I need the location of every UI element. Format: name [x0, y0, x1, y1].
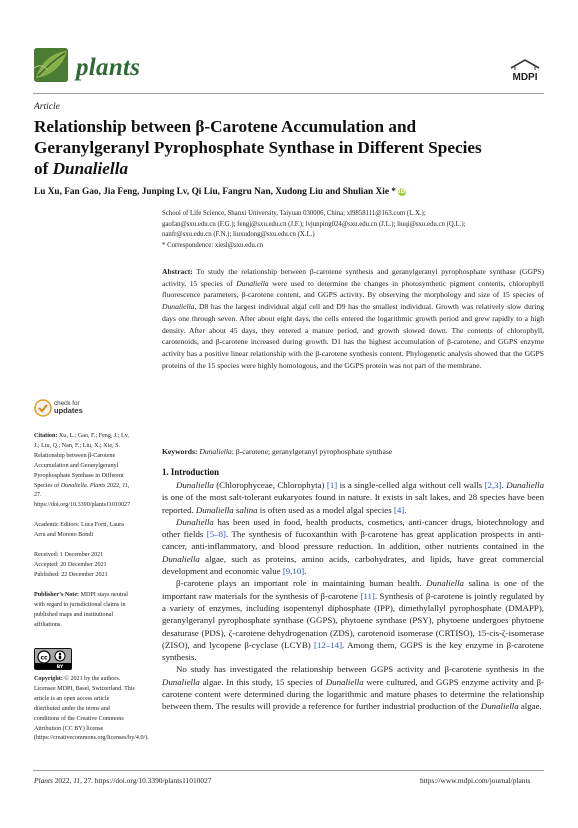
footer-doi[interactable]: , 27. https://doi.org/10.3390/plants11010027: [80, 776, 212, 785]
footer-journal: Plants: [34, 776, 53, 785]
body-text: .: [501, 480, 507, 490]
reference-link[interactable]: [5–8]: [206, 529, 226, 540]
orcid-icon[interactable]: iD: [398, 188, 406, 195]
footer-journal-url[interactable]: https://www.mdpi.com/journal/plants: [420, 776, 531, 785]
citation-genus: Dunaliella: [60, 482, 87, 489]
by-text: BY: [56, 665, 64, 669]
header-divider: [33, 93, 544, 94]
body-text: . Synthesis of β-carotene is jointly regulated by a variety of enzymes, including isopentenyl diphosphate (IPP), dimethylallyl pyrophosphate (DMAPP), geranylgeranyl pyrophosphate synthase (GGPS), phytoene synthase (PSY), phytoene undergoes phytoene desaturase (PDS), ζ-carotene dehydrogenation (ZDS), carotenoid isomerase (CRTISO), 15-cis-ζ-isomerase (ZISO), and lycopene β-cyclase (LCYB): [162, 590, 544, 650]
abstract: [162, 266, 544, 371]
genus-name: Dunaliella salina: [195, 504, 258, 515]
body-text: algae. In this study, 15 species of: [199, 676, 326, 687]
publisher-note-text: MDPI stays neutral with regard to jurisdictional claims in published maps and institutional affiliations.: [34, 592, 128, 628]
citation-journal: Plants: [89, 482, 106, 489]
body-text: algae.: [518, 701, 542, 712]
citation-doi[interactable]: , 27. https://doi.org/10.3390/plants11010027: [34, 482, 131, 509]
accepted-date: Accepted: 20 December 2021: [34, 561, 107, 568]
keywords: [162, 446, 544, 457]
body-text: . Among them, GGPS is the key enzyme in β-carotene synthesis.: [162, 639, 544, 663]
intro-paragraph: [162, 663, 544, 712]
body-text: salina is one of the important raw materials for the synthesis of β-carotene: [162, 578, 544, 601]
published-date: Published: 22 December 2021: [34, 571, 108, 578]
affiliation-line: nanfr@sxu.edu.cn (F.N.); liuxudong@sxu.edu.cn (X.L.): [162, 231, 315, 239]
reference-link[interactable]: [9,10]: [282, 566, 305, 577]
body-text: . The synthesis of fucoxanthin with β-carotene has great application prospects in anti-cancer, anti-inflammatory, and blood pressure reduction. In addition, other nutrients contained in the: [162, 529, 544, 552]
abstract-genus: Dunaliella: [162, 302, 195, 312]
body-text: were cultured, and GGPS enzyme activity and β-carotene content were determined during the logarithmic and mature phases to determine the relationship between them. The results will provide a reference for further industrial production of the: [162, 676, 545, 712]
correspondence-line: * Correspondence: xiesl@sxu.edu.cn: [162, 242, 264, 250]
dates-block: [34, 551, 136, 581]
reference-link[interactable]: [12–14]: [314, 639, 343, 650]
genus-name: Dunaliella: [162, 676, 200, 687]
abstract-text: , D8 has the largest individual algal cell and D9 has the smallest individual. Growth was relatively slow during days one through seven. After about eight days, the cells entered the logarithmic growth period and grew rapidly to a high density. After about 45 days, they entered a mature period, and growth slowed down. The contents of chlorophyll, carotenoids, and β-carotene increased during growth. D1 has the highest accumulation of β-carotene, and GGPS enzyme activity has a positive linear relationship with the β-carotene synthesis content. Phylogenetic analysis showed that the GGPS proteins of the 15 species were highly homologous, and the GGPS protein was not part of the membrane.: [162, 302, 544, 370]
keywords-label: Keywords:: [162, 447, 198, 456]
affiliation-block: [162, 209, 542, 252]
body-text: .: [304, 566, 307, 577]
body-text: algae, such as proteins, amino acids, carbohydrates, and lipids, have great commercial development and economic value: [162, 553, 544, 577]
keywords-text: ; β-carotene; geranylgeranyl pyrophosphate synthase: [231, 447, 393, 456]
received-date: Received: 1 December 2021: [34, 552, 104, 558]
reference-link[interactable]: [1]: [326, 480, 338, 490]
genus-name: Dunaliella: [480, 701, 519, 712]
check-for-updates-icon[interactable]: [34, 399, 52, 417]
copyright-text: © 2021 by the authors. Licensee MDPI, Basel, Switzerland. This article is an open access article distributed under the terms and conditions of the Creative Commons Attribution (CC BY) license (https://creativecommons.org/licenses/by/4.0/).: [34, 676, 149, 742]
publisher-note-label: Publisher’s Note:: [34, 592, 80, 598]
article-title: [34, 116, 534, 179]
title-line-2: Geranylgeranyl Pyrophosphate Synthase in Different Species: [34, 138, 482, 157]
genus-name: Dunaliella: [176, 516, 214, 527]
abstract-genus: Dunaliella: [236, 278, 269, 288]
keyword-genus: Dunaliella: [199, 447, 232, 456]
title-line-1: Relationship between β-Carotene Accumulation and: [34, 117, 417, 136]
citation-block: [34, 432, 136, 511]
genus-name: Dunaliella: [325, 676, 364, 687]
footer-divider: [33, 770, 544, 771]
body-text: is one of the most salt-tolerant eukaryotes found in nature. It exists in salt lakes, and 28 species have been reported.: [162, 492, 544, 515]
reference-link[interactable]: [11]: [360, 590, 375, 601]
body-text: has been used in food, health products, cosmetics, anti-cancer drugs, biotechnology and other fields: [162, 516, 544, 540]
academic-editors: Academic Editors: Luca Forti, Laura Arru and Moreno Bondi: [34, 522, 124, 538]
introduction-body: [162, 479, 544, 713]
footer-volume: 11: [73, 776, 81, 785]
title-line-3-prefix: of: [34, 159, 53, 178]
author-names: Lu Xu, Fan Gao, Jia Feng, Junping Lv, Qi Liu, Fangru Nan, Xudong Liu and Shulian Xie *: [34, 187, 396, 197]
intro-paragraph: [162, 577, 544, 663]
intro-paragraph: [162, 479, 544, 516]
check-line-1: check for: [54, 400, 80, 407]
body-text: No study has investigated the relationship between GGPS activity and β-carotene synthesis in the: [176, 664, 544, 675]
abstract-text: To study the relationship between β-carotene synthesis and geranylgeranyl pyrophosphate synthase (GGPS) activity, 15 species of: [162, 267, 544, 288]
body-text: is a single-celled alga without cell walls: [337, 480, 485, 490]
journal-logo-icon: [34, 48, 68, 82]
citation-text: .: [86, 482, 90, 489]
genus-name: Dunaliella: [426, 578, 464, 589]
abstract-label: Abstract:: [162, 267, 193, 276]
cc-text: cc: [40, 654, 48, 662]
body-text: β-carotene plays an important role in maintaining human health.: [176, 578, 427, 589]
journal-name: plants: [76, 54, 141, 81]
mdpi-logo-text: MDPI: [512, 72, 538, 83]
check-for-updates-label[interactable]: [54, 400, 83, 414]
reference-link[interactable]: [2,3]: [484, 480, 502, 490]
genus-name: Dunaliella: [176, 480, 214, 490]
footer-year: 2022,: [52, 776, 74, 785]
footer-citation: [34, 776, 211, 785]
citation-text: 2022,: [105, 482, 123, 489]
cc-by-license-icon[interactable]: [34, 648, 72, 670]
copyright-block: [34, 675, 149, 744]
citation-text: Xu, L.; Gao, F.; Feng, J.; Lv, J.; Liu, Q.; Nan, F.; Liu, X.; Xie, S. Relationship between β-Carotene Accumulation and Geranylgeranyl Pyrophosphate Synthase in Different Species of: [34, 433, 129, 489]
title-genus: Dunaliella: [52, 159, 129, 178]
publisher-note: [34, 591, 136, 631]
abstract-text: were used to determine the changes in photosynthetic pigment contents, chlorophyll fluorescence parameters, β-carotene content, and GGPS activity. By observing the morphology and size of 15 species of: [162, 278, 544, 300]
check-line-2: updates: [54, 406, 83, 415]
mdpi-logo: [507, 58, 543, 84]
genus-name: Dunaliella: [162, 553, 200, 564]
section-heading: 1. Introduction: [162, 467, 220, 477]
affiliation-line: School of Life Science, Shanxi University, Taiyuan 030006, China; xl9858111@163.com (L.X.);: [162, 210, 426, 217]
genus-name: Dunaliella: [506, 480, 545, 490]
copyright-label: Copyright:: [34, 676, 63, 682]
body-text: .: [404, 504, 407, 515]
intro-paragraph: [162, 516, 544, 577]
citation-volume: 11: [122, 482, 128, 489]
affiliation-line: gaofan@sxu.edu.cn (F.G.); fengj@sxu.edu.cn (J.F.); lvjunping024@sxu.edu.cn (J.L.); liuqi@sxu.edu.cn (Q.L.);: [162, 220, 466, 228]
reference-link[interactable]: [4]: [393, 504, 405, 515]
citation-label: Citation:: [34, 433, 58, 439]
body-text: is often used as a model algal species: [257, 504, 394, 515]
article-type: Article: [34, 102, 60, 112]
author-list: [34, 187, 544, 197]
body-text: (Chlorophyceae, Chlorophyta): [213, 480, 327, 490]
